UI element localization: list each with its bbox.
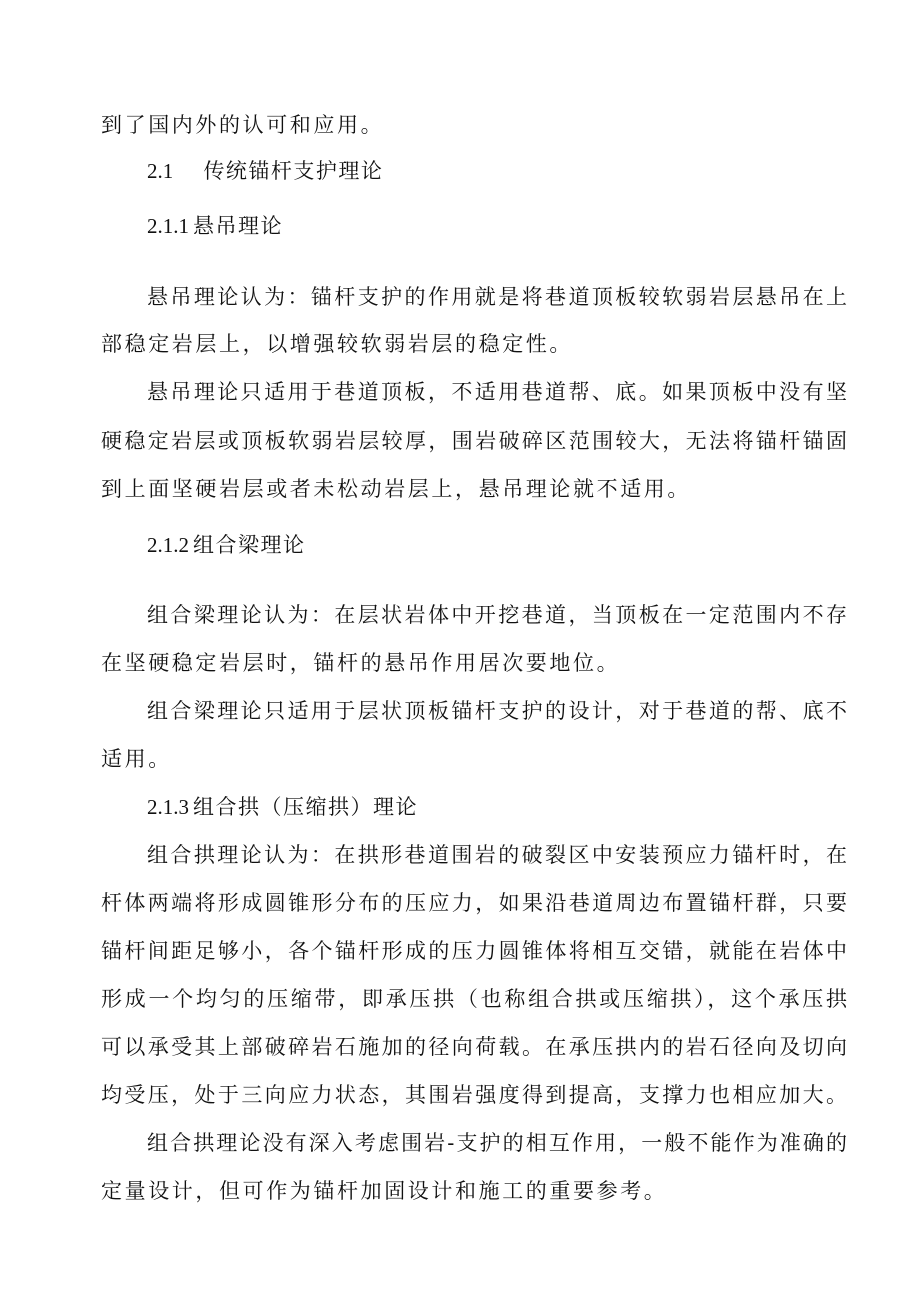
subsection-number: 2.1.2 bbox=[147, 533, 189, 557]
paragraph-line: 组合拱理论没有深入考虑围岩-支护的相互作用，一般不能作为准确的 bbox=[147, 1131, 847, 1155]
paragraph-line: 到了国内外的认可和应用。 bbox=[101, 113, 385, 137]
paragraph-line: 组合梁理论只适用于层状顶板锚杆支护的设计，对于巷道的帮、底不 bbox=[147, 699, 847, 723]
paragraph-line: 形成一个均匀的压缩带，即承压拱（也称组合拱或压缩拱），这个承压拱 bbox=[101, 987, 847, 1011]
paragraph-line: 组合拱理论认为：在拱形巷道围岩的破裂区中安装预应力锚杆时，在 bbox=[147, 843, 847, 867]
paragraph-line: 可以承受其上部破碎岩石施加的径向荷载。在承压拱内的岩石径向及切向 bbox=[101, 1035, 847, 1059]
paragraph-line: 在坚硬稳定岩层时，锚杆的悬吊作用居次要地位。 bbox=[101, 651, 621, 675]
subsection-heading bbox=[147, 792, 418, 822]
subsection-title: 悬吊理论 bbox=[193, 214, 283, 238]
paragraph-line: 均受压，处于三向应力状态，其围岩强度得到提高，支撑力也相应加大。 bbox=[101, 1083, 847, 1107]
paragraph-line: 杆体两端将形成圆锥形分布的压应力，如果沿巷道周边布置锚杆群，只要 bbox=[101, 891, 847, 915]
subsection-number: 2.1.3 bbox=[147, 795, 189, 819]
subsection-title: 组合拱（压缩拱）理论 bbox=[193, 795, 418, 819]
section-number: 2.1 bbox=[147, 159, 174, 183]
paragraph-line: 到上面坚硬岩层或者未松动岩层上，悬吊理论就不适用。 bbox=[101, 477, 691, 501]
subsection-number: 2.1.1 bbox=[147, 214, 189, 238]
paragraph-line: 适用。 bbox=[101, 747, 172, 771]
paragraph-line: 硬稳定岩层或顶板软弱岩层较厚，围岩破碎区范围较大，无法将锚杆锚固 bbox=[101, 429, 847, 453]
section-heading bbox=[147, 156, 383, 186]
paragraph-line: 部稳定岩层上，以增强较软弱岩层的稳定性。 bbox=[101, 332, 573, 356]
subsection-title: 组合梁理论 bbox=[193, 533, 306, 557]
subsection-heading bbox=[147, 211, 283, 241]
section-title: 传统锚杆支护理论 bbox=[203, 159, 384, 183]
paragraph-line: 定量设计，但可作为锚杆加固设计和施工的重要参考。 bbox=[101, 1179, 668, 1203]
subsection-heading bbox=[147, 530, 306, 560]
paragraph-line: 悬吊理论只适用于巷道顶板，不适用巷道帮、底。如果顶板中没有坚 bbox=[147, 380, 847, 404]
paragraph-line: 悬吊理论认为：锚杆支护的作用就是将巷道顶板较软弱岩层悬吊在上 bbox=[147, 285, 847, 309]
paragraph-line: 锚杆间距足够小，各个锚杆形成的压力圆锥体将相互交错，就能在岩体中 bbox=[101, 939, 847, 963]
paragraph-line: 组合梁理论认为：在层状岩体中开挖巷道，当顶板在一定范围内不存 bbox=[147, 603, 847, 627]
